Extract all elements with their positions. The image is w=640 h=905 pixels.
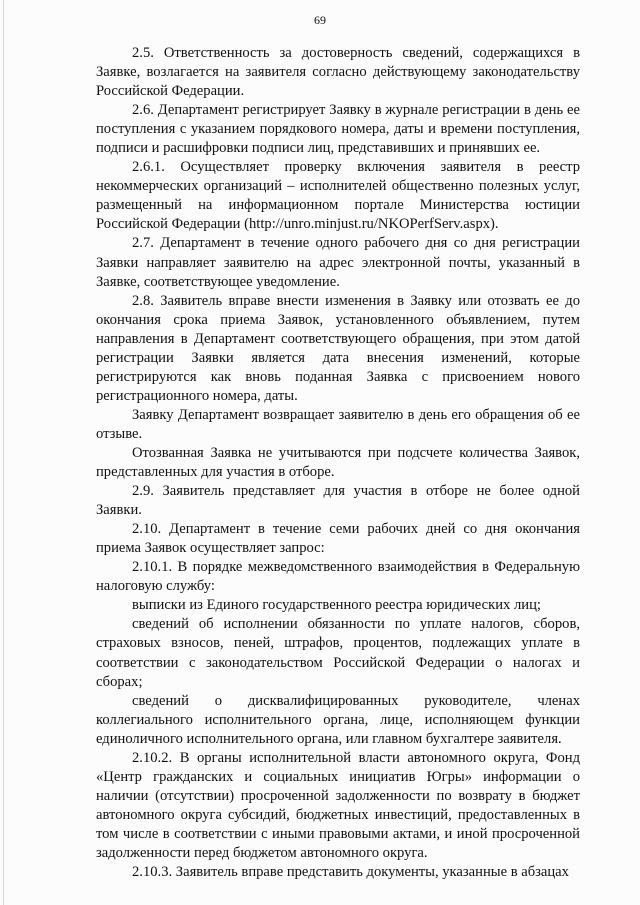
paragraph: 2.7. Департамент в течение одного рабочего дня со дня регистрации Заявки направляет заявителю на адрес электронной почты, указанный в Заявке, соответствующее уведомление. — [96, 235, 580, 290]
paragraph: Отозванная Заявка не учитываются при подсчете количества Заявок, представленных для участия в отборе. — [96, 444, 580, 481]
paragraph: 2.5. Ответственность за достоверность сведений, содержащихся в Заявке, возлагается на заявителя согласно действующему законодательству Российской Федерации. — [96, 45, 580, 100]
paragraph: 2.6.1. Осуществляет проверку включения заявителя в реестр некоммерческих организаций – исполнителей общественно полезных услуг, размещенный на информационном портале Министерства юстиции Российской Федерации (http://unro.minjust.ru/NKOPerfServ.aspx). — [96, 159, 580, 233]
document-body — [96, 44, 580, 882]
paragraph: 2.10.3. Заявитель вправе представить документы, указанные в абзацах — [132, 864, 569, 881]
paragraph: сведений о дисквалифицированных руководителе, членах коллегиального исполнительного органа, лице, исполняющем функции единоличного исполнительного органа, или главном бухгалтере заявителя. — [96, 692, 580, 747]
paragraph: 2.8. Заявитель вправе внести изменения в Заявку или отозвать ее до окончания срока приема Заявок, установленного объявлением, путем направления в Департамент соответствующего обращения, при этом датой регистрации Заявки является дата внесения изменений, которые регистрируются как вновь поданная Заявка с присвоением нового регистрационного номера, даты. — [96, 292, 580, 404]
page-number: 69 — [314, 13, 326, 27]
paragraph: сведений об исполнении обязанности по уплате налогов, сборов, страховых взносов, пеней, штрафов, процентов, подлежащих уплате в соответствии с законодательством Российской Федерации о налогах и сборах; — [96, 616, 580, 690]
paragraph: 2.9. Заявитель представляет для участия в отборе не более одной Заявки. — [96, 483, 580, 519]
paragraph: 2.10.2. В органы исполнительной власти автономного округа, Фонд «Центр гражданских и социальных инициатив Югры» информации о наличии (отсутствии) просроченной задолженности по возврату в бюджет автономного округа субсидий, бюджетных инвестиций, предоставленных в том числе в соответствии с иными правовыми актами, и иной просроченной задолженности перед бюджетом автономного округа. — [96, 749, 580, 861]
paragraph: 2.10. Департамент в течение семи рабочих дней со дня окончания приема Заявок осуществляет запрос: — [96, 521, 580, 557]
paragraph: выписки из Единого государственного реестра юридических лиц; — [132, 597, 541, 614]
paragraph: 2.6. Департамент регистрирует Заявку в журнале регистрации в день ее поступления с указанием порядкового номера, даты и времени поступления, подписи и расшифровки подписи лиц, представивших и принявших ее. — [96, 102, 580, 157]
paragraph: 2.10.1. В порядке межведомственного взаимодействия в Федеральную налоговую службу: — [96, 559, 580, 595]
paragraph: Заявку Департамент возвращает заявителю в день его обращения об ее отзыве. — [96, 406, 580, 442]
